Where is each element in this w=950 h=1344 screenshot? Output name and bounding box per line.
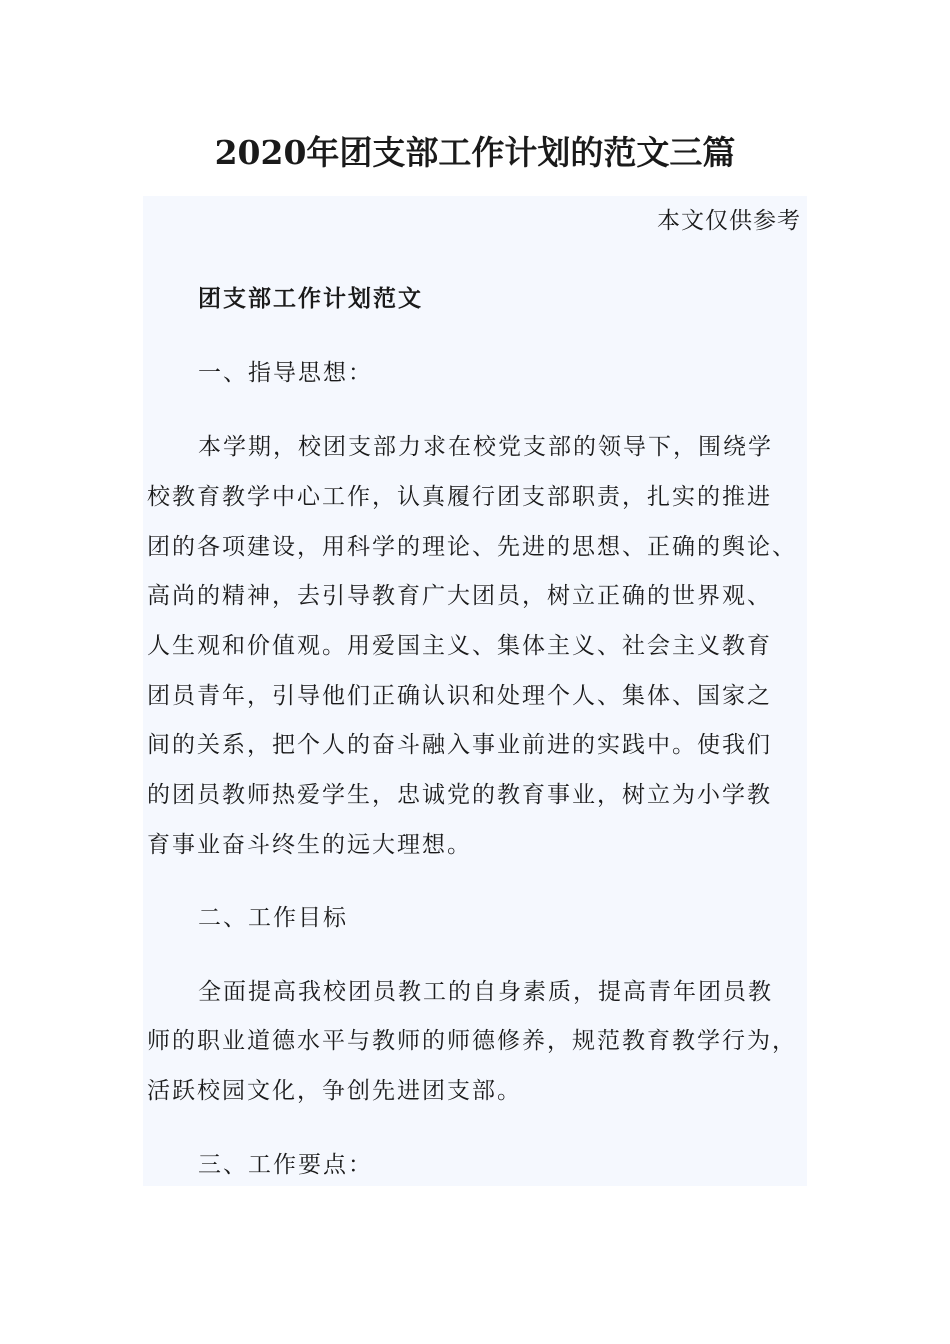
heading-guiding-ideology: 一、指导思想：: [198, 360, 373, 386]
paragraph-line: 团的各项建设，用科学的理论、先进的思想、正确的舆论、: [147, 534, 797, 560]
paragraph-line: 全面提高我校团员教工的自身素质，提高青年团员教: [198, 979, 773, 1005]
heading-work-points: 三、工作要点：: [198, 1152, 373, 1178]
paragraph-line: 团员青年，引导他们正确认识和处理个人、集体、国家之: [147, 683, 772, 709]
document-title: 2020年团支部工作计划的范文三篇: [214, 133, 736, 172]
paragraph-line: 本学期，校团支部力求在校党支部的领导下，围绕学: [198, 434, 773, 460]
paragraph-line: 校教育教学中心工作，认真履行团支部职责，扎实的推进: [147, 484, 772, 510]
paragraph-line: 师的职业道德水平与教师的师德修养，规范教育教学行为，: [147, 1028, 797, 1054]
heading-work-goals: 二、工作目标: [198, 905, 348, 931]
reference-note: 本文仅供参考: [657, 208, 801, 234]
paragraph-line: 育事业奋斗终生的远大理想。: [147, 832, 472, 858]
paragraph-line: 高尚的精神，去引导教育广大团员，树立正确的世界观、: [147, 583, 772, 609]
content-area: [143, 196, 807, 1186]
section-title: 团支部工作计划范文: [198, 285, 423, 312]
paragraph-line: 活跃校园文化，争创先进团支部。: [147, 1078, 522, 1104]
paragraph-line: 间的关系，把个人的奋斗融入事业前进的实践中。使我们: [147, 732, 772, 758]
paragraph-line: 人生观和价值观。用爱国主义、集体主义、社会主义教育: [147, 633, 772, 659]
paragraph-line: 的团员教师热爱学生，忠诚党的教育事业，树立为小学教: [147, 782, 772, 808]
